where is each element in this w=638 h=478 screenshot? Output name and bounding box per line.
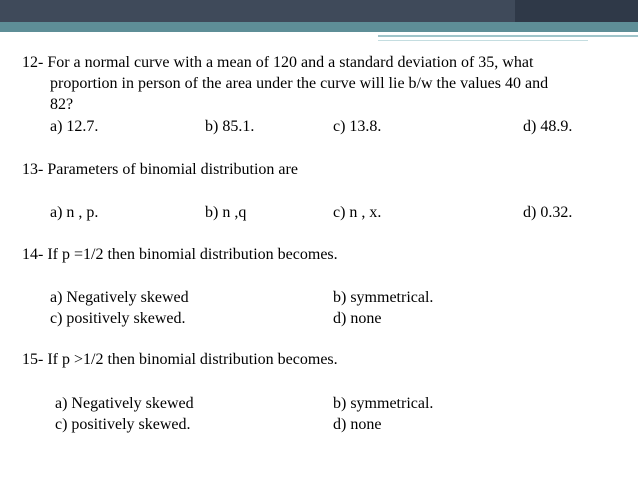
question-13-option-b: b) n ,q bbox=[205, 204, 247, 221]
question-15-option-d: d) none bbox=[333, 416, 382, 433]
question-12-line-1: 12- For a normal curve with a mean of 120 and a standard deviation of 35, what bbox=[22, 54, 534, 71]
question-15-option-c: c) positively skewed. bbox=[55, 416, 191, 433]
question-12-line-2: proportion in person of the area under the curve will lie b/w the values 40 and bbox=[50, 75, 549, 92]
question-12-option-b: b) 85.1. bbox=[205, 118, 255, 135]
question-12-option-a: a) 12.7. bbox=[50, 118, 99, 135]
header-accent-stripe-thin bbox=[378, 40, 588, 41]
question-14-option-b: b) symmetrical. bbox=[333, 289, 434, 306]
question-15-text: 15- If p >1/2 then binomial distribution becomes. bbox=[22, 351, 338, 368]
header-accent-block bbox=[515, 0, 638, 22]
question-14-option-c: c) positively skewed. bbox=[50, 310, 186, 327]
question-12-option-c: c) 13.8. bbox=[333, 118, 382, 135]
question-12-line-3: 82? bbox=[50, 96, 74, 113]
header-accent-stripe bbox=[378, 35, 638, 37]
question-13-option-c: c) n , x. bbox=[333, 204, 382, 221]
slide-header-band bbox=[0, 0, 638, 48]
question-13-text: 13- Parameters of binomial distribution are bbox=[22, 161, 298, 178]
question-15-option-a: a) Negatively skewed bbox=[55, 395, 194, 412]
question-15-option-b: b) symmetrical. bbox=[333, 395, 434, 412]
header-teal-bar bbox=[0, 22, 638, 32]
question-13-option-a: a) n , p. bbox=[50, 204, 99, 221]
question-12-option-d: d) 48.9. bbox=[523, 118, 573, 135]
question-14-option-a: a) Negatively skewed bbox=[50, 289, 189, 306]
question-14-text: 14- If p =1/2 then binomial distribution becomes. bbox=[22, 246, 338, 263]
question-14-option-d: d) none bbox=[333, 310, 382, 327]
question-13-option-d: d) 0.32. bbox=[523, 204, 573, 221]
